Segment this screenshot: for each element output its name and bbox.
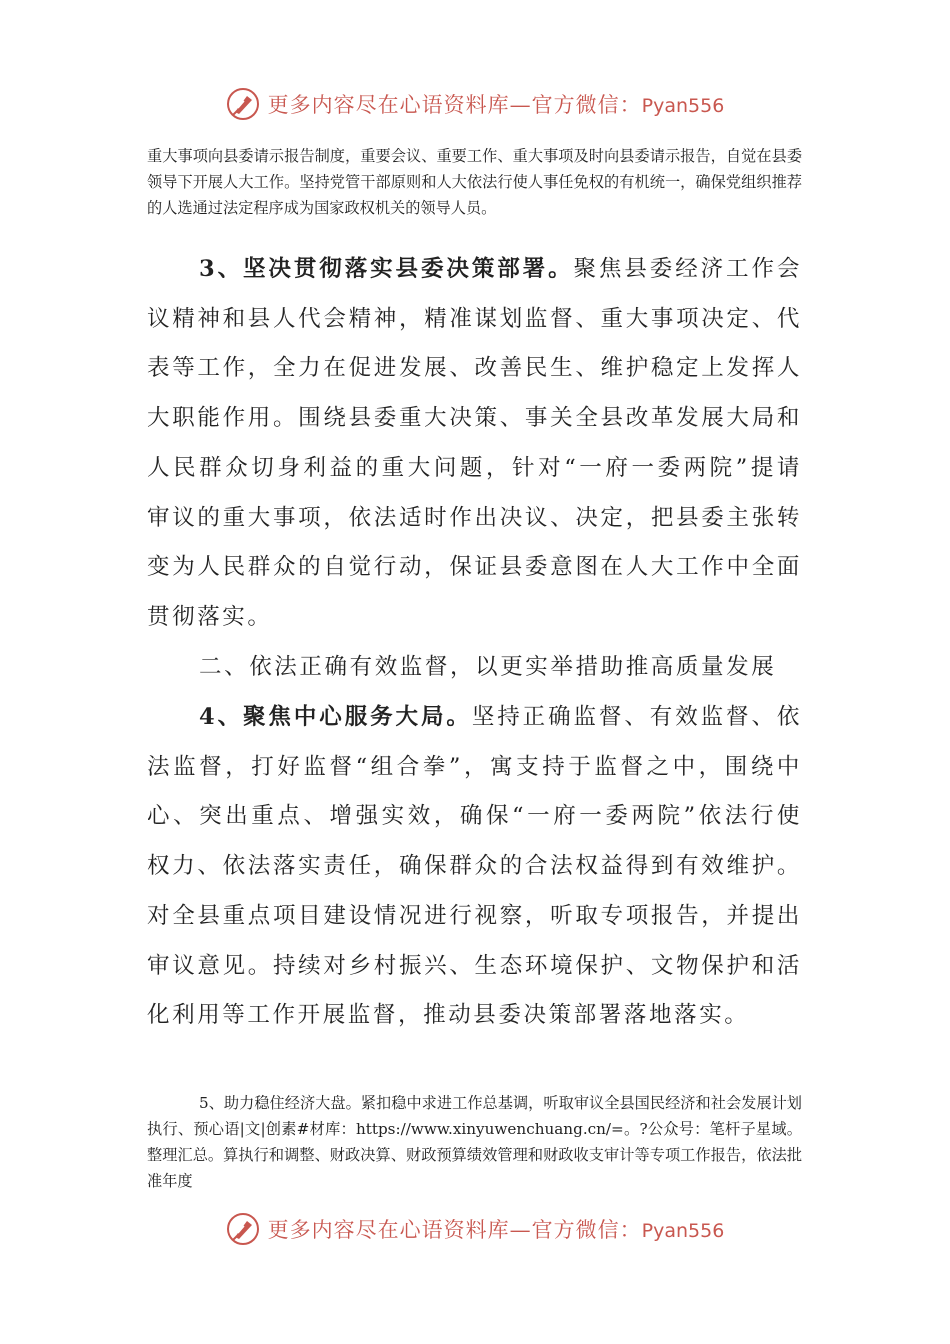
banner-label: 更多内容尽在心语资料库—官方微信： (267, 93, 642, 117)
pen-nib-logo-icon (226, 1212, 260, 1246)
section-heading-2: 二、依法正确有效监督，以更实举措助推高质量发展 (199, 654, 777, 680)
footer-banner (0, 1209, 950, 1249)
paragraph-4 (147, 693, 802, 1041)
paragraph-4-body: 坚持正确监督、有效监督、依法监督，打好监督“组合拳”，寓支持于监督之中，围绕中心、突出重点、增强实效，确保“一府一委两院”依法行使权力、依法落实责任，确保群众的合法权益得到有效维护。对全县重点项目建设情况进行视察，听取专项报告，并提出审议意见。持续对乡村振兴、生态环境保护、文物保护和活化利用等工作开展监督，推动县委决策部署落地落实。 (147, 704, 802, 1029)
pen-nib-logo-icon (226, 87, 260, 121)
header-banner (0, 84, 950, 124)
paragraph-4-heading: 4、聚焦中心服务大局。 (199, 704, 472, 730)
paragraph-5: 5、助力稳住经济大盘。紧扣稳中求进工作总基调，听取审议全县国民经济和社会发展计划执行、预心语|文|创素#材库：https://www.xinyuwenchuang.cn/=。?公众号：笔杆子星域。整理汇总。算执行和调整、财政决算、财政预算绩效管理和财政收支审计等专项工作报告，依法批准年度 (147, 1094, 802, 1190)
banner-text (268, 89, 725, 119)
wechat-id: Pyan556 (641, 1220, 725, 1242)
paragraph-3-body: 聚焦县委经济工作会议精神和县人代会精神，精准谋划监督、重大事项决定、代表等工作，全力在促进发展、改善民生、维护稳定上发挥人大职能作用。围绕县委重大决策、事关全县改革发展大局和人民群众切身利益的重大问题，针对“一府一委两院”提请审议的重大事项，依法适时作出决议、决定，把县委主张转变为人民群众的自觉行动，保证县委意图在人大工作中全面贯彻落实。 (147, 256, 803, 630)
banner-text (268, 1214, 725, 1244)
banner-label: 更多内容尽在心语资料库—官方微信： (267, 1218, 642, 1242)
wechat-id: Pyan556 (641, 95, 725, 117)
paragraph-continuation: 重大事项向县委请示报告制度，重要会议、重要工作、重大事项及时向县委请示报告，自觉在县委领导下开展人大工作。坚持党管干部原则和人大依法行使人事任免权的有机统一，确保党组织推荐的人选通过法定程序成为国家政权机关的领导人员。 (147, 147, 802, 217)
paragraph-3-heading: 3、坚决贯彻落实县委决策部署。 (199, 256, 574, 282)
paragraph-3 (147, 245, 802, 643)
